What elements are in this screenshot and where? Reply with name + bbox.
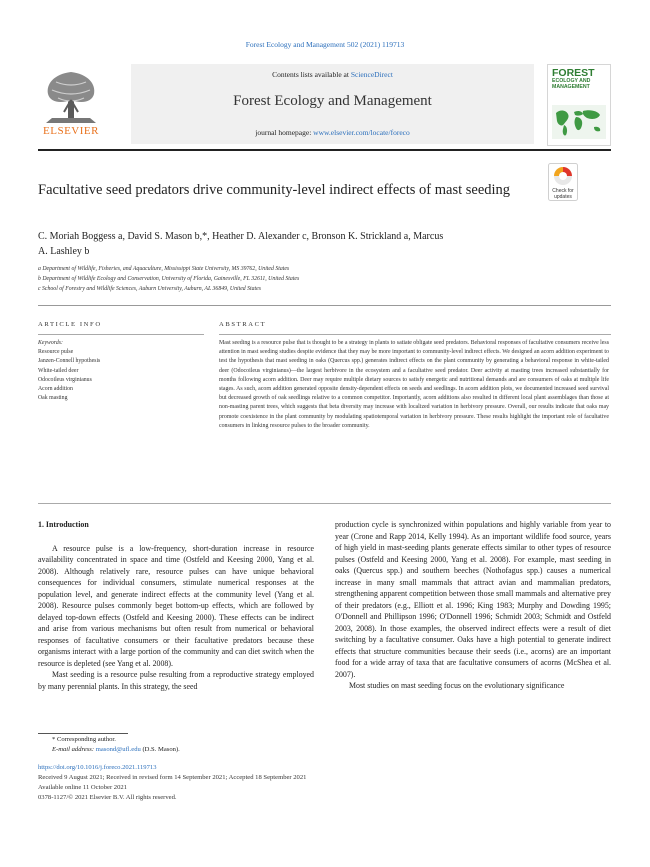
body-column-left: [38, 519, 314, 692]
check-badge-line2: updates: [554, 194, 572, 200]
homepage-prefix: journal homepage:: [255, 128, 314, 137]
abstract-text: Mast seeding is a resource pulse that is thought to be a strategy in plants to satiate obligate seed predators. Behavioral responses of facultative consumers receive less attention in mast seeding studies despite evidence that they may be more important to community-level indirect effects. We designed an acorn addition experiment to test the hypothesis that mast seeding in oaks (Quercus spp.) generates indirect effects on the plant community by generating a behavioral response in white-tailed deer (Odocoileus virginianus)—the largest herbivore in the ecosystem and a facultative seed predator. Deer activity at masting trees increased substantially for months following acorn addition. Deer may require multiple dietary sources to satisfy energetic and nutritional demands and are consumers of oaks at multiple life stages. As such, acorn addition generated opposite density-dependent effects on seeds and seedlings. In acorn addition plots, we documented increased seed survival but decreased growth of oak seedlings relative to a common competitor. Importantly, acorn additions also resulted in different local plant assemblages than those at non-masting parent trees, which suggests that beta diversity may increase with localized variation in herbivory pressure. Overall, our results indicate that oaks may promote coexistence in the plant community by modulating spatiotemporal variation in herbivory pressure. These results highlight the important role of facultative consumers in linking resource pulses to the broader community.: [219, 340, 609, 429]
publisher-name: ELSEVIER: [43, 125, 99, 137]
body-column-right: [335, 519, 611, 692]
keyword-item: White-tailed deer: [38, 367, 79, 374]
affiliations: [38, 264, 578, 294]
homepage-link[interactable]: www.elsevier.com/locate/foreco: [313, 128, 410, 137]
affiliation-a: a Department of Wildlife, Fisheries, and Aquaculture, Mississippi State University, MS 39762, United States: [38, 266, 290, 272]
affiliation-b: b Department of Wildlife Ecology and Conservation, University of Florida, Gainesville, FL 32611, United States: [38, 276, 300, 282]
journal-cover-image[interactable]: [547, 64, 611, 146]
doi-link[interactable]: https://doi.org/10.1016/j.foreco.2021.119713: [38, 764, 157, 771]
affiliation-c: c School of Forestry and Wildlife Sciences, Auburn University, Auburn, AL 36849, United States: [38, 286, 261, 292]
keywords-list: [38, 339, 204, 403]
contents-line: [131, 70, 534, 79]
abstract-label: ABSTRACT: [219, 321, 267, 328]
email-suffix: (D.S. Mason).: [140, 746, 180, 753]
article-info-label: ARTICLE INFO: [38, 321, 102, 328]
keyword-item: Janzen-Connell hypothesis: [38, 358, 101, 365]
email-line: [38, 745, 338, 755]
cover-subtitle: ECOLOGY AND MANAGEMENT: [552, 78, 591, 90]
abstract-rule: [219, 334, 611, 335]
email-label: E-mail address:: [52, 746, 96, 753]
received-dates: Received 9 August 2021; Received in revised form 14 September 2021; Accepted 18 September 2021: [38, 774, 307, 781]
keyword-item: Odocoileus virginianus: [38, 376, 92, 383]
paragraph: Mast seeding is a resource pulse resulting from a reproductive strategy employed by many perennial plants. In this strategy, the seed: [38, 670, 314, 691]
article-title: Facultative seed predators drive community-level indirect effects of mast seeding: [38, 182, 511, 198]
contents-prefix: Contents lists available at: [272, 70, 351, 79]
cover-title: FOREST: [552, 67, 595, 79]
elsevier-tree-logo-icon: [38, 68, 104, 128]
paragraph: Most studies on mast seeding focus on the evolutionary significance: [349, 681, 565, 690]
authors-line-1: C. Moriah Boggess a, David S. Mason b,*, Heather D. Alexander c, Bronson K. Strickland a, Marcus: [38, 231, 444, 242]
check-for-updates-icon[interactable]: [548, 163, 578, 201]
article-info-rule: [38, 334, 204, 335]
available-online: Available online 11 October 2021: [38, 784, 127, 791]
keyword-item: Oak masting: [38, 395, 68, 402]
copyright: 0378-1127/© 2021 Elsevier B.V. All rights reserved.: [38, 794, 177, 801]
authors-block: [38, 229, 568, 259]
footnote-rule: [38, 733, 128, 734]
footnote: [38, 735, 338, 755]
header-divider: [38, 149, 611, 151]
affiliations-divider: [38, 305, 611, 306]
world-map-icon: [552, 105, 606, 139]
keywords-label: Keywords:: [38, 340, 63, 346]
journal-reference[interactable]: Forest Ecology and Management 502 (2021) 119713: [245, 40, 405, 49]
sciencedirect-link[interactable]: ScienceDirect: [350, 70, 393, 79]
abstract-divider: [38, 503, 611, 504]
authors-line-2: A. Lashley b: [38, 246, 90, 257]
email-link[interactable]: masond@ufl.edu: [95, 746, 141, 753]
journal-title: Forest Ecology and Management: [233, 93, 432, 109]
section-heading-introduction: 1. Introduction: [38, 520, 89, 529]
check-badge-line1: Check for: [552, 188, 574, 194]
article-history: [38, 763, 611, 803]
corresponding-author-note: * Corresponding author.: [52, 736, 116, 743]
keyword-item: Acorn addition: [38, 386, 73, 393]
paragraph: A resource pulse is a low-frequency, short-duration increase in resource availability concentrated in space and time (Ostfeld and Keesing 2000, Yang et al. 2008). Although relatively rare, resource pulses can have unique behavioral consequences for individual consumers, stimulate numerical responses at the population level, and generate indirect effects at the community level (Yang et al. 2008). Resource pulses commonly beget bottom-up effects, which are followed by delayed top-down effects (Ostfeld and Keesing 2000). These effects can be indirect and arise from various mechanisms but often result from numerical or behavioral responses of facultative consumers or their facultative predators because these organisms interact with a large portion of the community and can diet switch when the resource is depleted (see Yang et al. 2008).: [38, 543, 314, 668]
journal-homepage: [131, 128, 534, 137]
paragraph: production cycle is synchronized within populations and highly variable from year to year (Crone and Rapp 2014, Kelly 1994). As an important wildlife food source, years of high yield in mast-seeding plants generate effects similar to other types of resource pulses (Ostfeld and Keesing 2000, Yang et al. 2008). For example, mast seeding in oaks (Quercus spp.) and southern beeches (Nothofagus spp.) causes a numerical increase in many small mammals that attract avian and mammalian predators, strengthening apparent competition between those small mammals and alternative prey of their predators (e.g., Elliott et al. 1996; King 1983; Murphy and Dowding 1995; O'Donnell and Phillipson 1996; O'Donnell 1996; Schmidt 2003; Schmidt and Ostfeld 2003, 2008). In those examples, the observed indirect effects were a result of diet switching by a facultative consumer. Oaks have a high potential to generate indirect effects that structure communities because their seeds (i.e., acorns) are an important food for a wide array of taxa that are facultative consumers of acorns (McShea et al. 2007).: [335, 520, 611, 679]
keyword-item: Resource pulse: [38, 349, 74, 356]
